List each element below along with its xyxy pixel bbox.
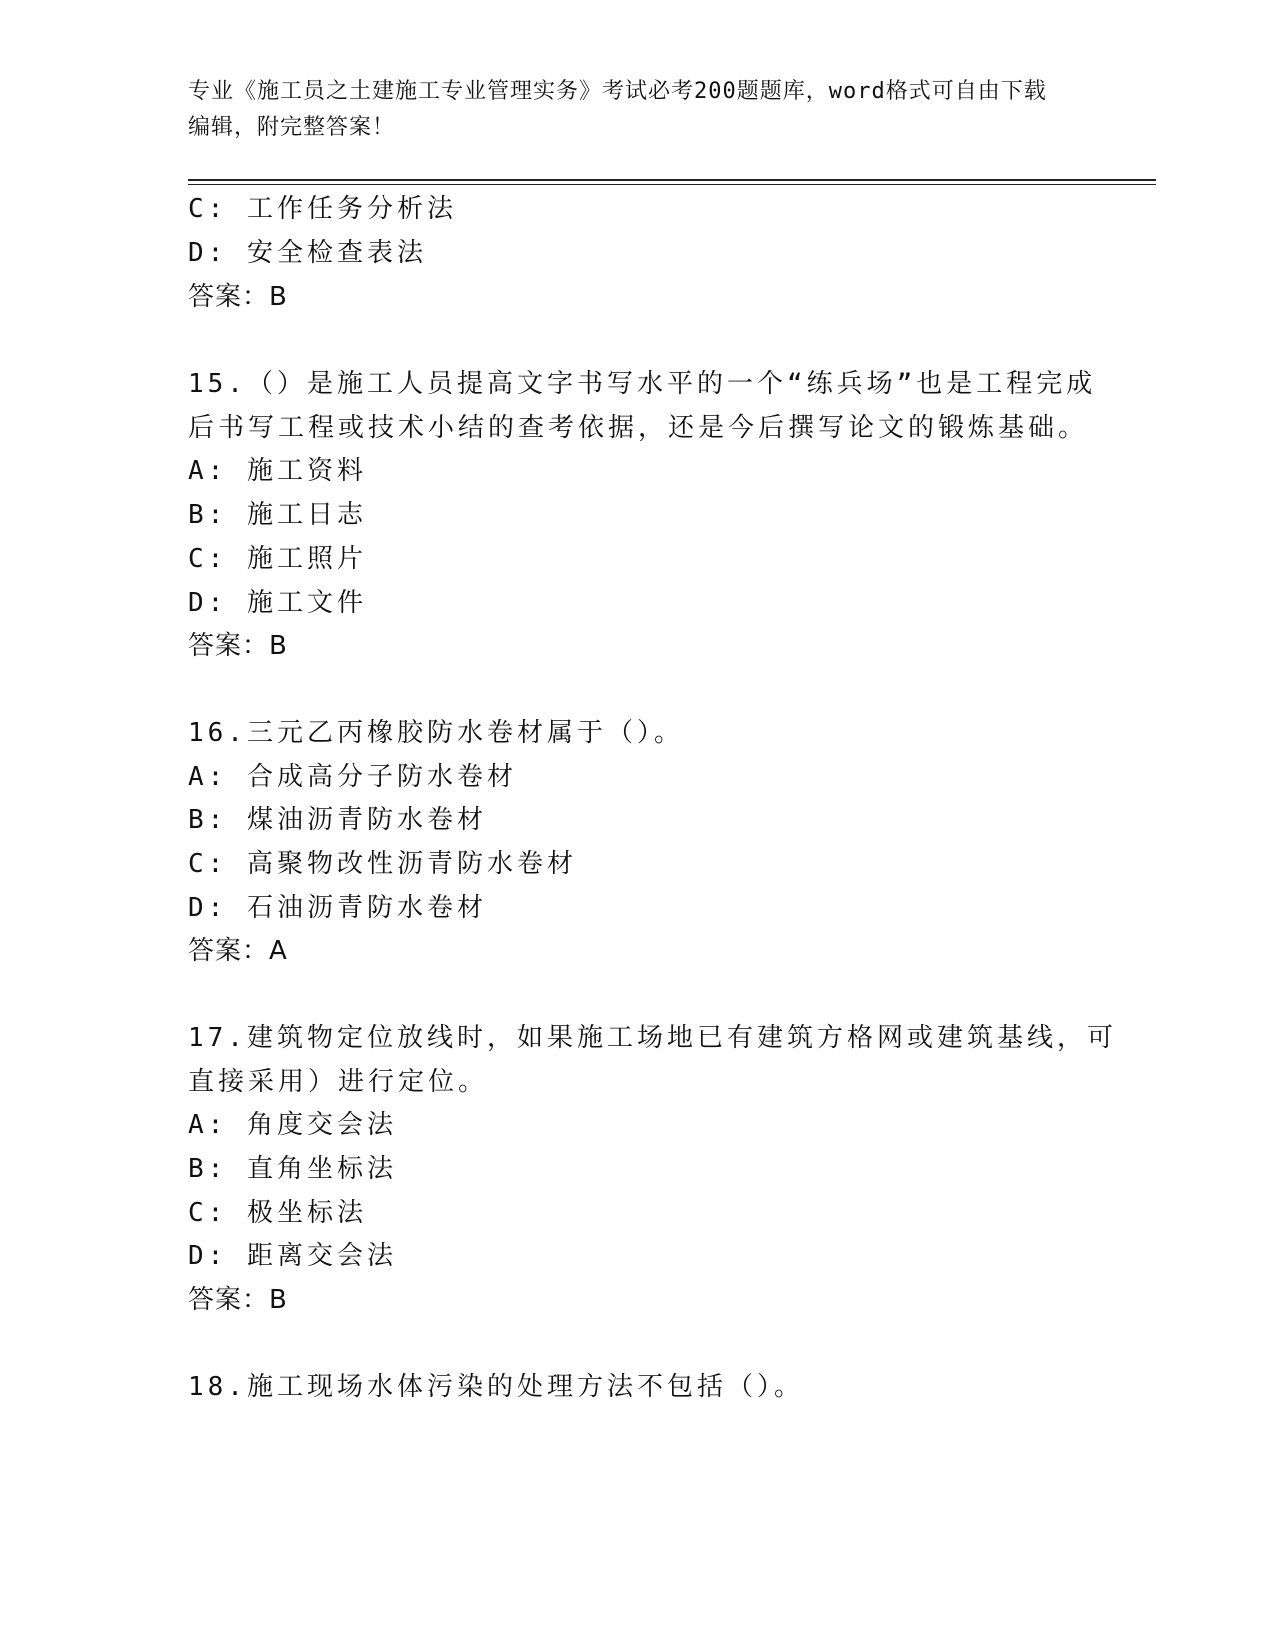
document-header: 专业《施工员之土建施工专业管理实务》考试必考200题题库，word格式可自由下载编辑，附完整答案！: [188, 79, 1047, 140]
q15-option-a: A: 施工资料: [188, 456, 367, 486]
q16-option-d: D: 石油沥青防水卷材: [188, 893, 487, 923]
q15-option-d: D: 施工文件: [188, 588, 367, 618]
q17-option-d: D: 距离交会法: [188, 1241, 397, 1271]
q16-option-a: A: 合成高分子防水卷材: [188, 762, 517, 792]
header-divider-thick: [188, 179, 1156, 181]
prev-option-c: C: 工作任务分析法: [188, 194, 457, 224]
q15-stem-line2: 后书写工程或技术小结的查考依据，还是今后撰写论文的锻炼基础。: [188, 413, 1089, 443]
prev-answer: 答案：B: [188, 282, 288, 312]
q17-option-c: C: 极坐标法: [188, 1198, 367, 1228]
prev-option-d: D: 安全检查表法: [188, 238, 427, 268]
q17-answer: 答案：B: [188, 1285, 288, 1315]
q18-stem-line1: 18.施工现场水体污染的处理方法不包括（）。: [188, 1372, 804, 1402]
header-divider-thin: [188, 184, 1156, 185]
q16-stem-line1: 16.三元乙丙橡胶防水卷材属于（）。: [188, 718, 684, 748]
q16-option-c: C: 高聚物改性沥青防水卷材: [188, 849, 577, 879]
q16-option-b: B: 煤油沥青防水卷材: [188, 805, 487, 835]
q17-stem-line2: 直接采用）进行定位。: [188, 1067, 489, 1097]
q15-stem-line1: 15.（）是施工人员提高文字书写水平的一个“练兵场”也是工程完成: [188, 369, 1097, 399]
q17-option-a: A: 角度交会法: [188, 1110, 397, 1140]
q16-answer: 答案：A: [188, 936, 288, 966]
q17-stem-line1: 17.建筑物定位放线时，如果施工场地已有建筑方格网或建筑基线，可: [188, 1023, 1117, 1053]
q15-answer: 答案：B: [188, 631, 288, 661]
q15-option-c: C: 施工照片: [188, 544, 367, 574]
q15-option-b: B: 施工日志: [188, 500, 367, 530]
q17-option-b: B: 直角坐标法: [188, 1154, 397, 1184]
